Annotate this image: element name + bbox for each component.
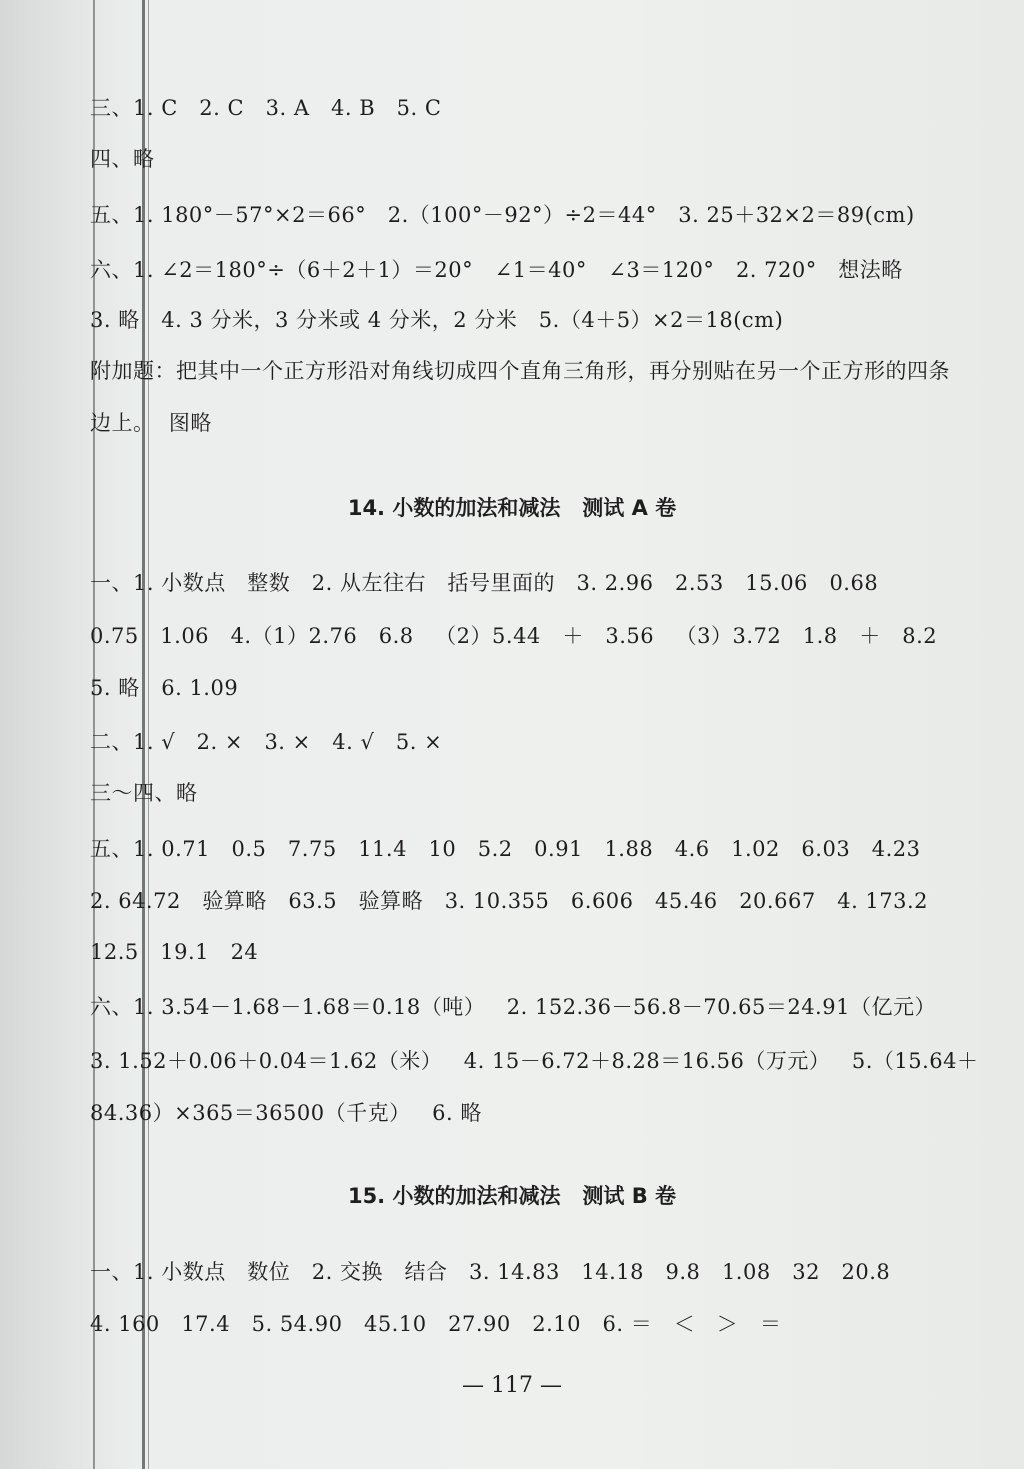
answer-line: 4. 160 17.4 5. 54.90 45.10 27.90 2.10 6. ＝ ＜ ＞ ＝ [90,1312,782,1336]
answer-line: 12.5 19.1 24 [90,940,259,964]
answer-line: 六、1. 3.54－1.68－1.68＝0.18（吨） 2. 152.36－56.8－70.65＝24.91（亿元） [90,995,936,1019]
answer-line: 六、1. ∠2＝180°÷（6＋2＋1）＝20° ∠1＝40° ∠3＝120° 2. 720° 想法略 [90,258,903,282]
answer-line: 84.36）×365＝36500（千克） 6. 略 [90,1101,482,1125]
answer-line: 3. 略 4. 3 分米，3 分米或 4 分米，2 分米 5.（4＋5）×2＝18(cm) [90,308,784,332]
answer-line: 附加题：把其中一个正方形沿对角线切成四个直角三角形，再分别贴在另一个正方形的四条 [90,359,950,383]
section-heading-15: 15. 小数的加法和减法 测试 B 卷 [347,1184,677,1208]
answer-line: 五、1. 0.71 0.5 7.75 11.4 10 5.2 0.91 1.88 4.6 1.02 6.03 4.23 [90,837,921,861]
answer-line: 2. 64.72 验算略 63.5 验算略 3. 10.355 6.606 45.46 20.667 4. 173.2 [90,889,929,913]
section-heading-14: 14. 小数的加法和减法 测试 A 卷 [347,496,677,520]
answer-line: 三～四、略 [90,781,198,805]
page-number: — 117 — [462,1373,562,1398]
answer-line: 三、1. C 2. C 3. A 4. B 5. C [90,96,442,120]
answer-line: 3. 1.52＋0.06＋0.04＝1.62（米） 4. 15－6.72＋8.28＝16.56（万元） 5.（15.64＋ [90,1049,979,1073]
answer-line: 边上。 图略 [90,411,212,435]
answer-line: 四、略 [90,147,155,171]
answer-line: 五、1. 180°－57°×2＝66° 2.（100°－92°）÷2＝44° 3. 25＋32×2＝89(cm) [90,203,915,227]
answer-line: 0.75 1.06 4.（1）2.76 6.8 （2）5.44 ＋ 3.56 （3）3.72 1.8 ＋ 8.2 [90,624,938,648]
answer-line: 二、1. √ 2. × 3. × 4. √ 5. × [90,730,443,754]
answer-line: 一、1. 小数点 整数 2. 从左往右 括号里面的 3. 2.96 2.53 15.06 0.68 [90,571,879,595]
answer-line: 5. 略 6. 1.09 [90,676,239,700]
answer-line: 一、1. 小数点 数位 2. 交换 结合 3. 14.83 14.18 9.8 1.08 32 20.8 [90,1260,891,1284]
